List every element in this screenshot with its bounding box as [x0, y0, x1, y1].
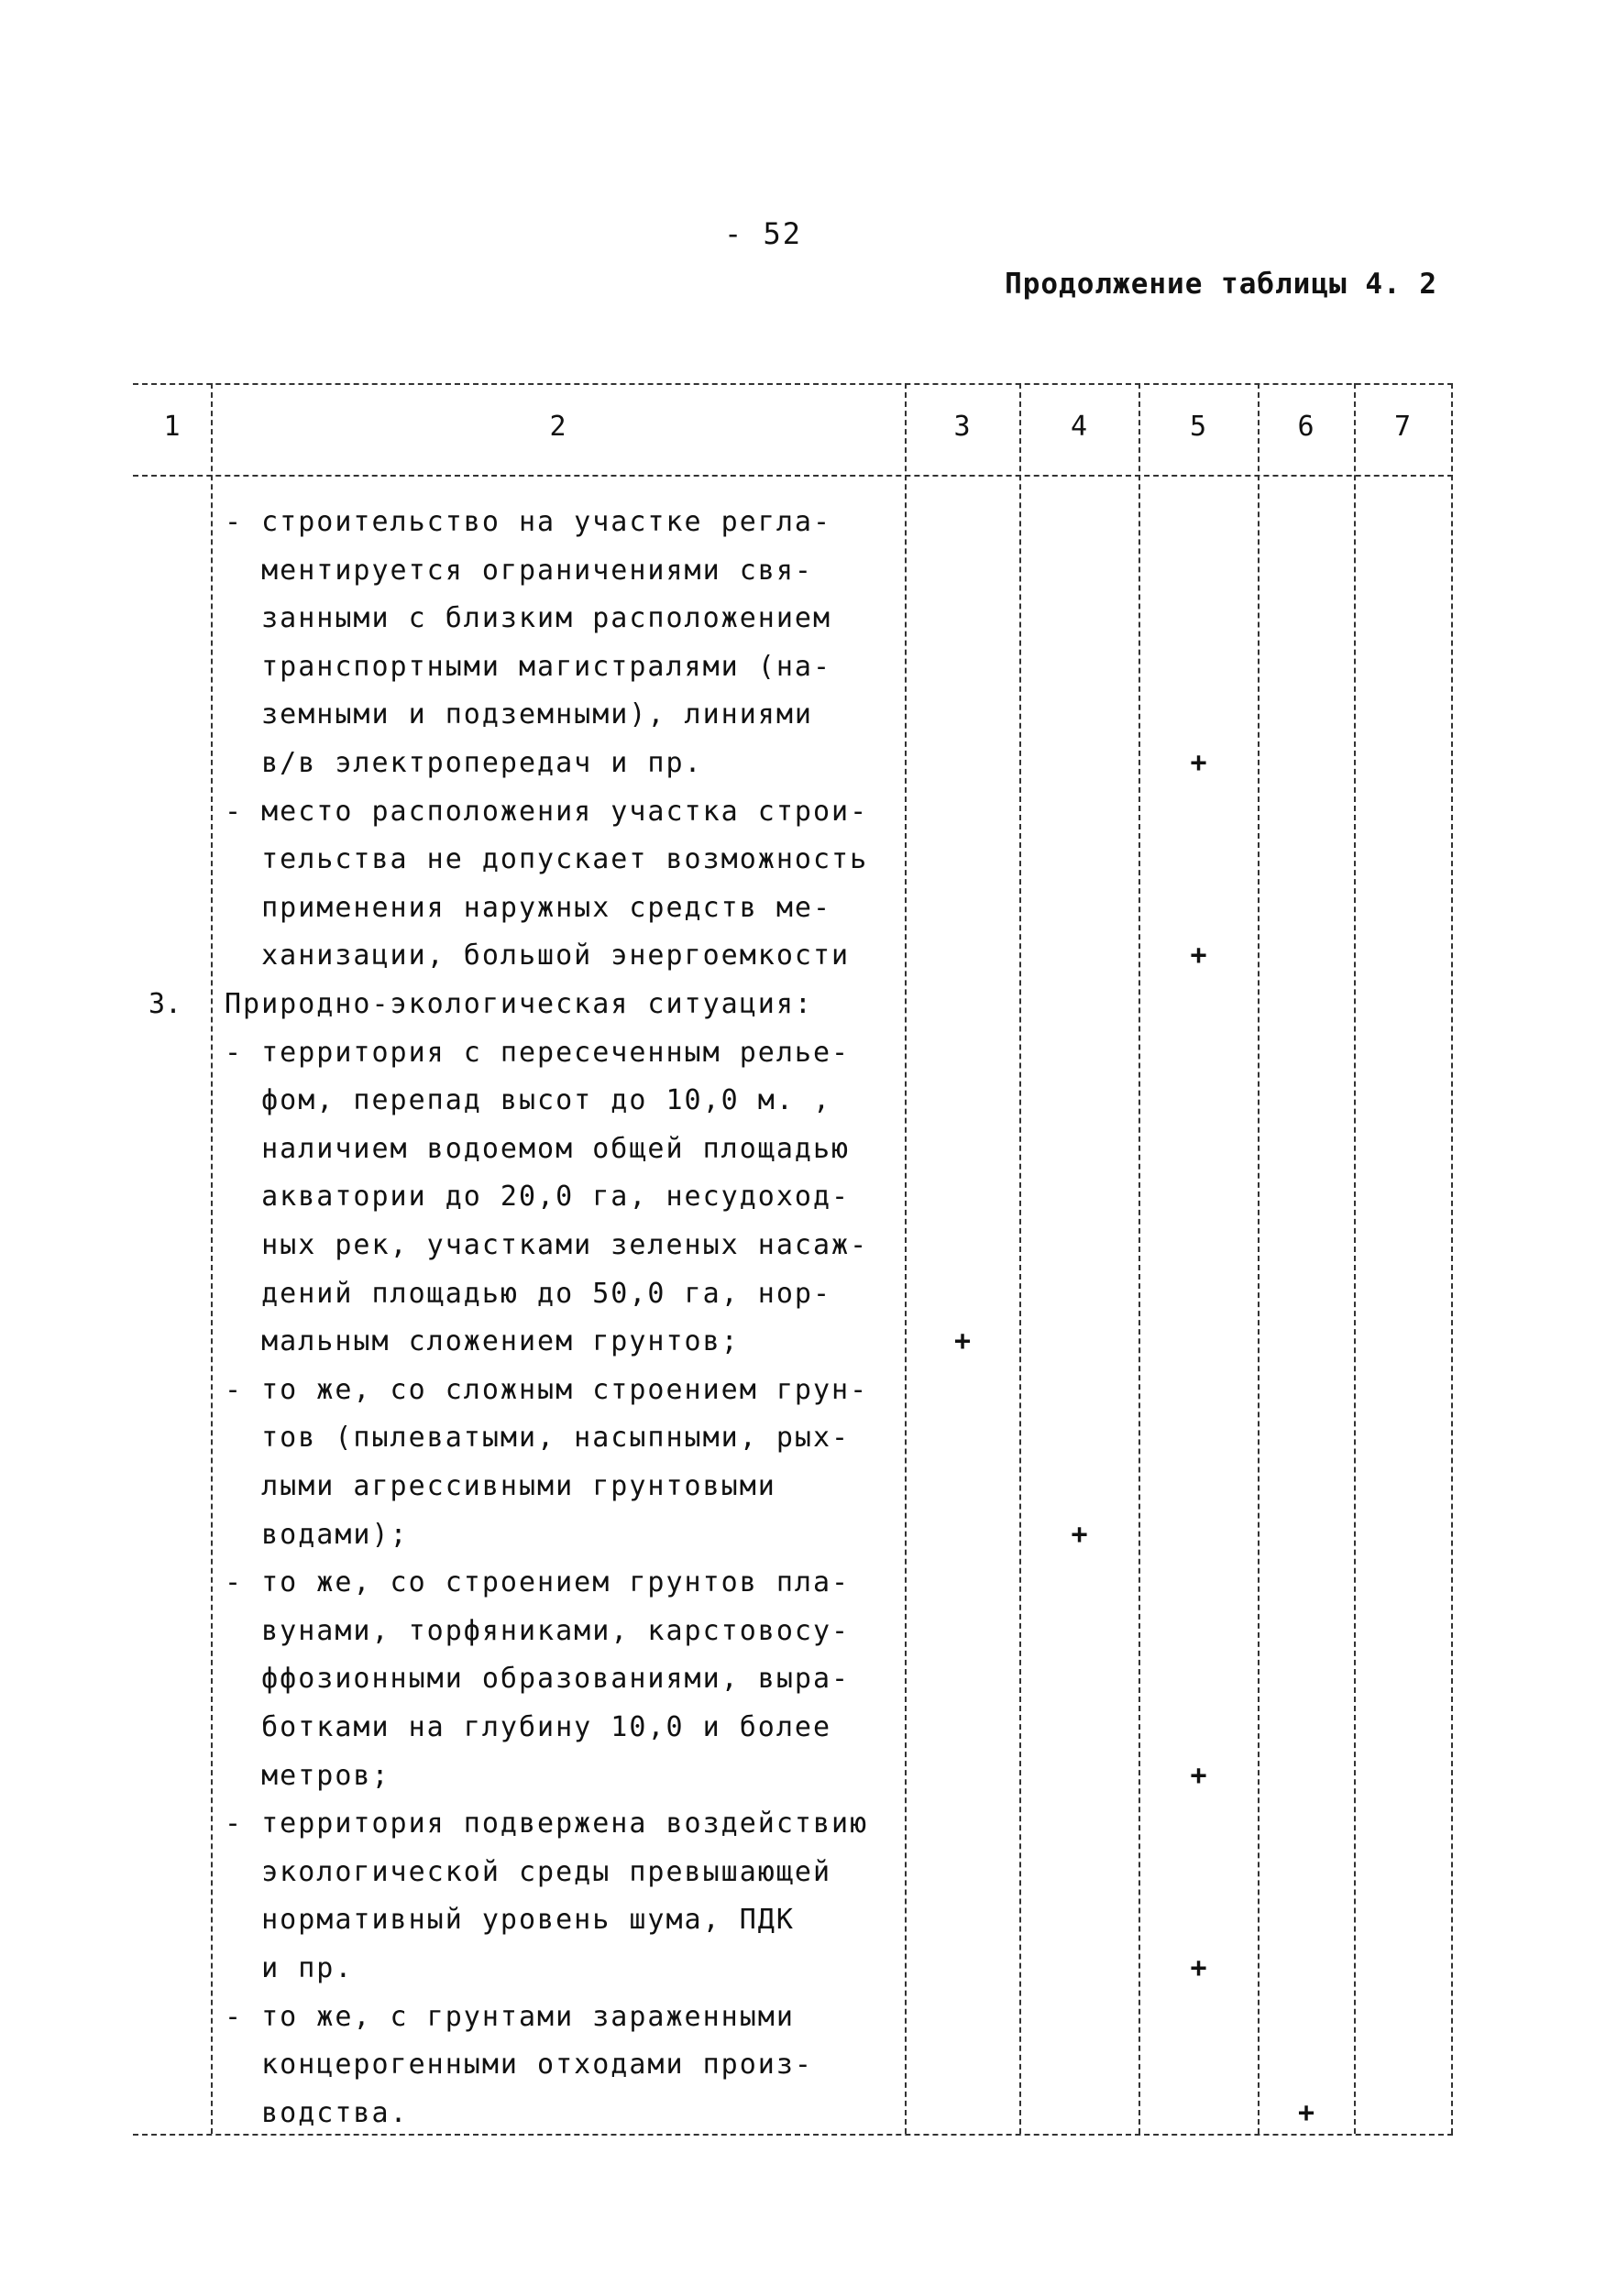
- table-row: [133, 1029, 1453, 1077]
- row-text: - место расположения участка строи-: [225, 795, 869, 828]
- row-text: - то же, с грунтами зараженными: [225, 2000, 795, 2033]
- row-text: водами);: [225, 1518, 409, 1551]
- row-text: наличием водоемом общей площадью: [225, 1132, 851, 1165]
- row-text: тов (пылеватыми, насыпными, рых-: [225, 1422, 851, 1455]
- row-text: вунами, торфяниками, карстовосу-: [225, 1614, 851, 1647]
- table-row: [133, 1414, 1453, 1462]
- header-col-6: 6: [1297, 411, 1314, 443]
- table-row: [133, 932, 1453, 980]
- table-row: [133, 740, 1453, 787]
- header-col-7: 7: [1393, 411, 1412, 443]
- header-col-5: 5: [1189, 411, 1207, 443]
- table-row: [133, 1752, 1453, 1800]
- row-text: ментируется ограничениями свя-: [225, 554, 813, 587]
- page-number: - 52: [724, 216, 803, 251]
- plus-mark: +: [953, 1325, 972, 1358]
- table-row: [133, 1800, 1453, 1848]
- row-text: в/в электропередач и пр.: [225, 747, 703, 779]
- row-text: - то же, со сложным строением грун-: [225, 1373, 869, 1406]
- table-row: [133, 836, 1453, 884]
- table-row: [133, 788, 1453, 836]
- row-text: лыми агрессивными грунтовыми: [225, 1470, 776, 1502]
- row-text: акватории до 20,0 га, несудоход-: [225, 1181, 851, 1214]
- plus-mark: +: [1190, 1759, 1207, 1792]
- header-col-2: 2: [549, 411, 566, 443]
- plus-mark: +: [1071, 1518, 1088, 1551]
- table-row: [133, 691, 1453, 739]
- plus-mark: +: [1190, 939, 1207, 972]
- row-text: концерогенными отходами произ-: [225, 2049, 813, 2082]
- table-row: [133, 1945, 1453, 1993]
- table-row: [133, 884, 1453, 932]
- row-text: метров;: [225, 1759, 390, 1792]
- row-text: ффозионными образованиями, выра-: [225, 1663, 851, 1696]
- table-row: [133, 1559, 1453, 1607]
- table-row: [133, 1173, 1453, 1221]
- table-caption: Продолжение таблицы 4. 2: [1005, 268, 1437, 301]
- row-text: тельства не допускает возможность: [225, 843, 869, 876]
- table-row: [133, 1655, 1453, 1703]
- table-row: [133, 643, 1453, 691]
- row-text: применения наружных средств ме-: [225, 891, 832, 924]
- header-col-1: 1: [163, 411, 181, 443]
- header-bottom-rule: [133, 475, 1453, 477]
- table-row: [133, 981, 1453, 1028]
- table-row: [133, 1222, 1453, 1269]
- plus-mark: +: [1297, 2096, 1315, 2129]
- row-text: транспортными магистралями (на-: [225, 650, 832, 683]
- row-number: 3.: [148, 988, 182, 1020]
- row-text: ханизации, большой энергоемкости: [225, 939, 851, 972]
- row-text: дений площадью до 50,0 га, нор-: [225, 1277, 832, 1310]
- table-row: [133, 2090, 1453, 2137]
- row-text: - территория с пересеченным релье-: [225, 1036, 851, 1069]
- plus-mark: +: [1190, 747, 1207, 779]
- row-text: фом, перепад высот до 10,0 м. ,: [225, 1084, 832, 1117]
- table-row: [133, 499, 1453, 546]
- table-row: [133, 1126, 1453, 1173]
- row-text: и пр.: [225, 1952, 354, 1984]
- row-text: Природно-экологическая ситуация:: [225, 988, 813, 1020]
- table-row: [133, 1849, 1453, 1896]
- row-text: экологической среды превышающей: [225, 1855, 832, 1888]
- plus-mark: +: [1190, 1952, 1207, 1984]
- row-text: мальным сложением грунтов;: [225, 1325, 740, 1358]
- table-row: [133, 1367, 1453, 1414]
- row-text: - территория подвержена воздействию: [225, 1807, 869, 1840]
- row-text: земными и подземными), линиями: [225, 698, 813, 731]
- row-text: нормативный уровень шума, ПДК: [225, 1904, 795, 1937]
- row-text: водства.: [225, 2096, 409, 2129]
- table-row: [133, 1077, 1453, 1125]
- table-row: [133, 1511, 1453, 1559]
- table-row: [133, 2041, 1453, 2089]
- table-row: [133, 1463, 1453, 1511]
- table-row: [133, 1704, 1453, 1752]
- row-text: занными с близким расположением: [225, 602, 832, 635]
- row-text: - строительство на участке регла-: [225, 506, 832, 538]
- row-text: ботками на глубину 10,0 и более: [225, 1711, 832, 1743]
- table-row: [133, 1994, 1453, 2041]
- table-row: [133, 1608, 1453, 1655]
- header-col-4: 4: [1070, 411, 1088, 443]
- header-col-3: 3: [953, 411, 971, 443]
- row-text: - то же, со строением грунтов пла-: [225, 1566, 851, 1599]
- table-row: [133, 595, 1453, 643]
- table-row: [133, 1270, 1453, 1318]
- table-top-rule: [133, 383, 1453, 385]
- table-row: [133, 547, 1453, 595]
- table-row: [133, 1318, 1453, 1366]
- row-text: ных рек, участками зеленых насаж-: [225, 1229, 869, 1261]
- table-row: [133, 1896, 1453, 1944]
